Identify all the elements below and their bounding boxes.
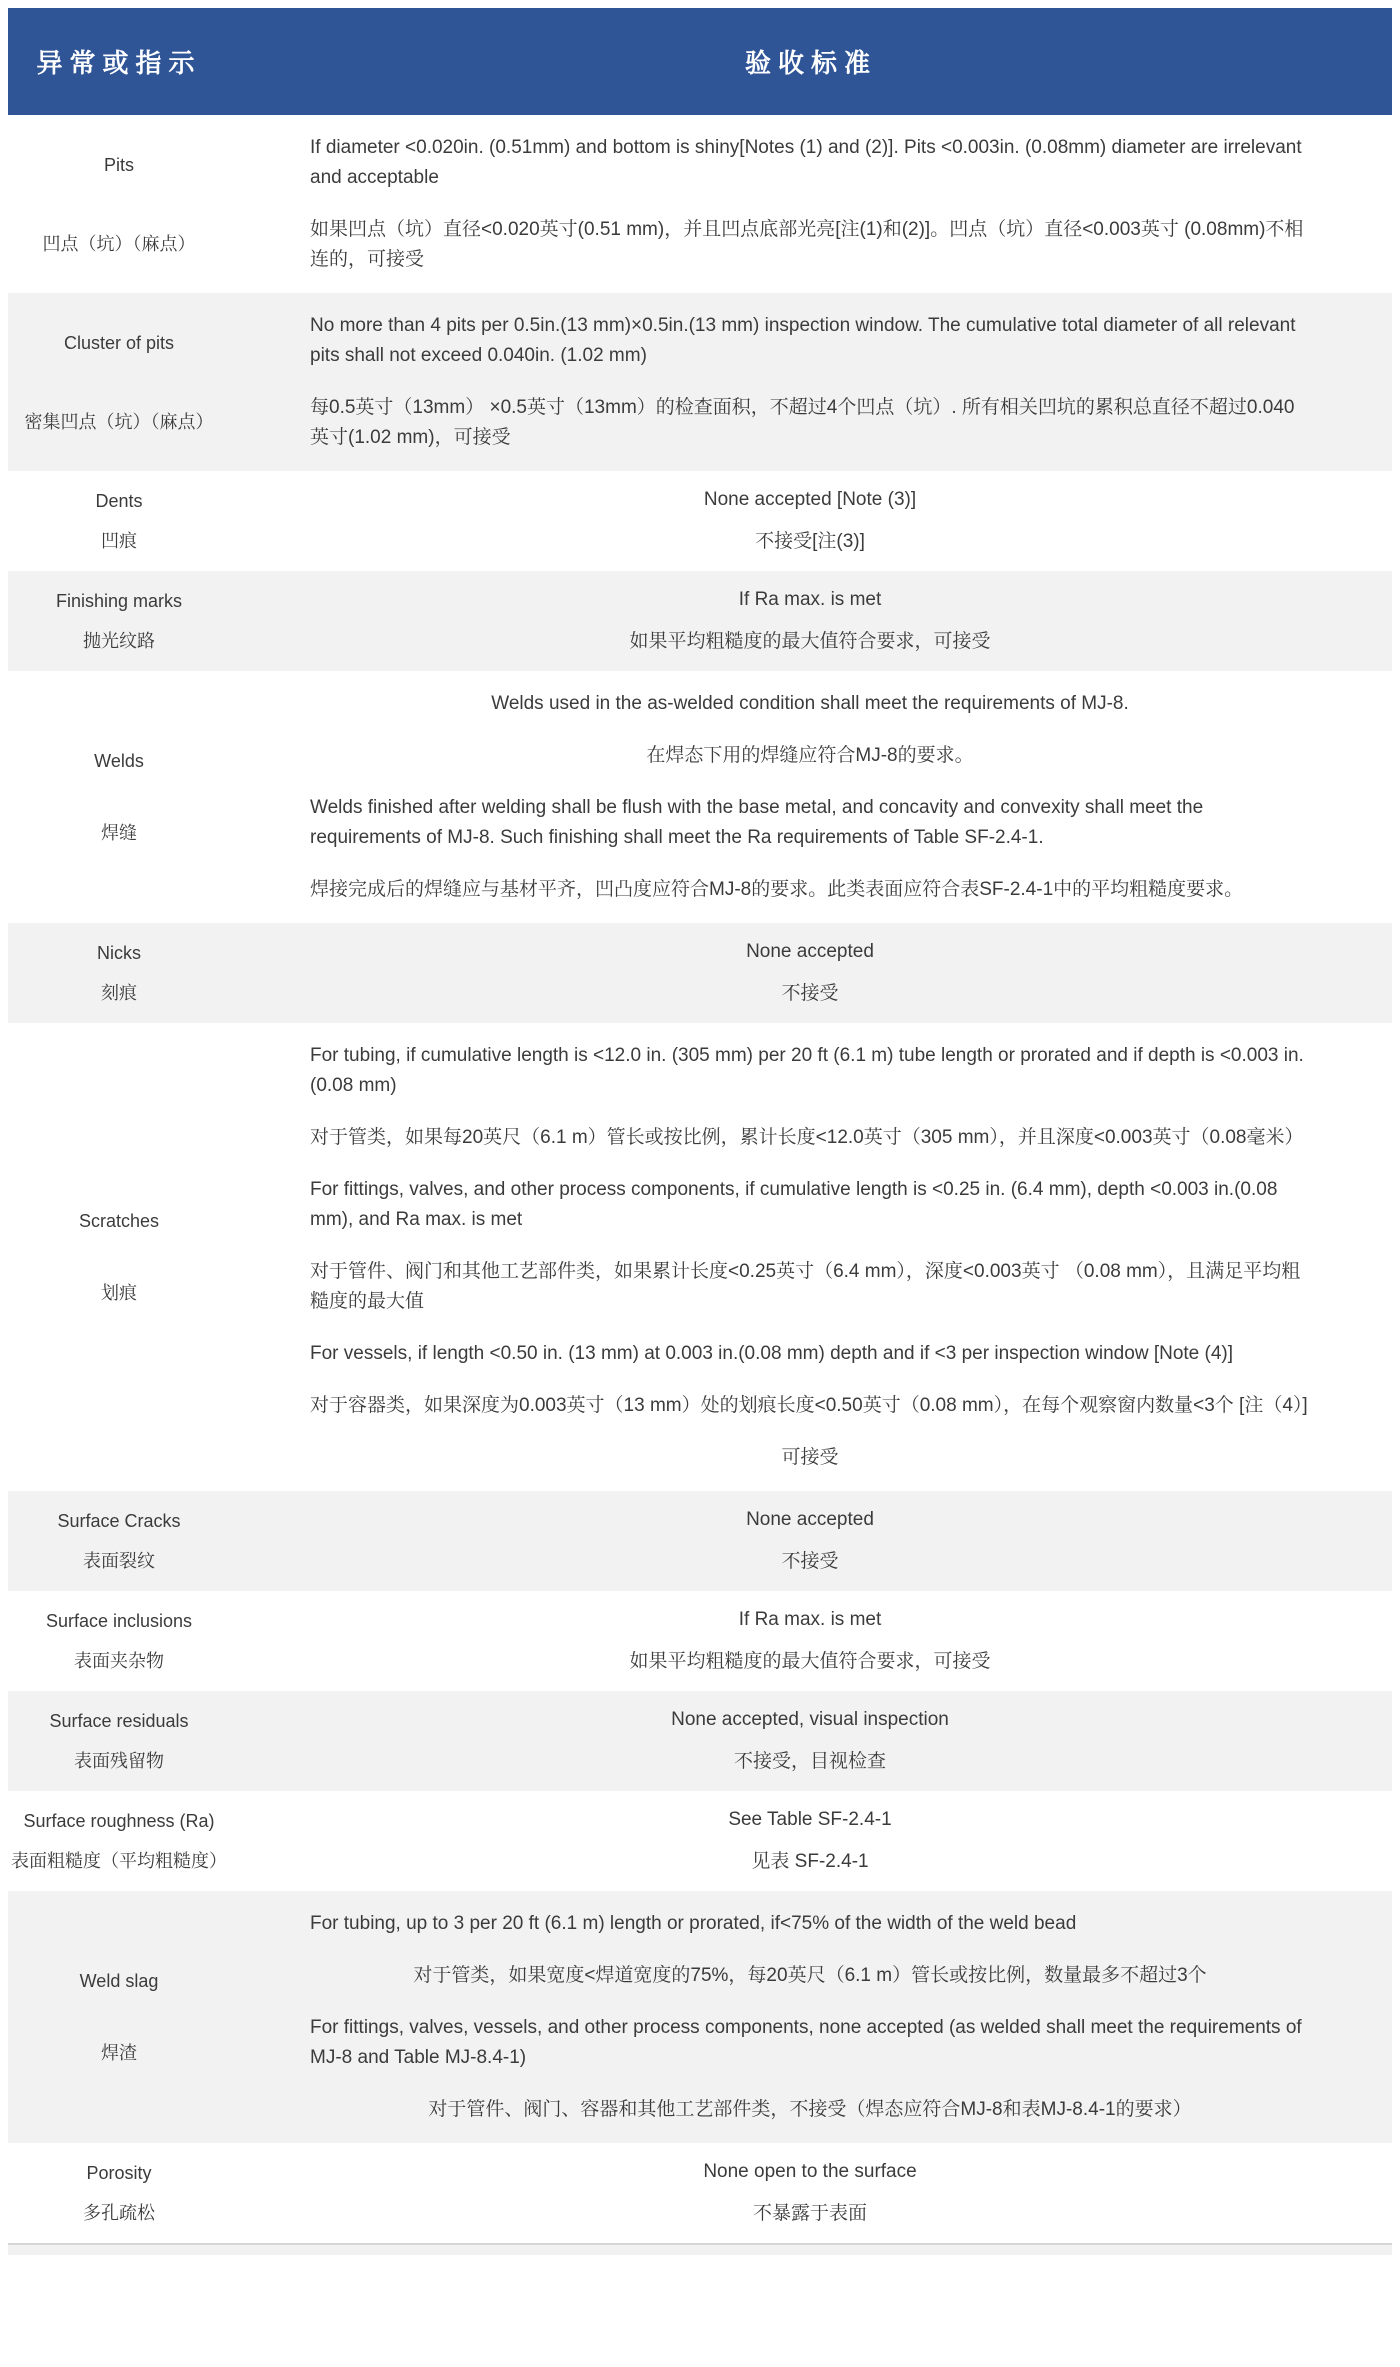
defect-label-cell <box>8 115 230 293</box>
defect-label-cell <box>8 1491 230 1591</box>
criteria-paragraph: No more than 4 pits per 0.5in.(13 mm)×0.5in.(13 mm) inspection window. The cumulative total diameter of all relevant pits shall not exceed 0.040in. (1.02 mm) <box>310 315 1296 366</box>
criteria-paragraph: For vessels, if length <0.50 in. (13 mm) at 0.003 in.(0.08 mm) depth and if <3 per inspection window [Note (4)] <box>310 1343 1234 1364</box>
criteria-paragraph: None accepted [Note (3)] <box>703 489 917 510</box>
defect-label-cell <box>8 1791 230 1891</box>
defect-name-en: Weld slag <box>79 1971 159 1991</box>
criteria-paragraph: 在焊态下用的焊缝应符合MJ-8的要求。 <box>646 745 974 766</box>
defect-name-zh: 刻痕 <box>101 983 137 1003</box>
defect-name-zh: 划痕 <box>101 1283 137 1303</box>
criteria-paragraph: If diameter <0.020in. (0.51mm) and bottom is shiny[Notes (1) and (2)]. Pits <0.003in. (0.08mm) diameter are irrelevant and acceptable <box>310 137 1302 188</box>
criteria-cell <box>230 671 1392 923</box>
criteria-paragraph: None open to the surface <box>703 2161 917 2182</box>
defect-name-zh: 焊缝 <box>101 823 137 843</box>
criteria-paragraph: 不接受，目视检查 <box>733 1751 886 1772</box>
defect-name-en: Welds <box>94 751 144 771</box>
criteria-cell <box>230 1891 1392 2143</box>
table-row-dents <box>8 471 1392 571</box>
criteria-paragraph: 每0.5英寸（13mm） ×0.5英寸（13mm）的检查面积，不超过4个凹点（坑）. 所有相关凹坑的累积总直径不超过0.040英寸(1.02 mm)，可接受 <box>310 397 1295 448</box>
criteria-paragraph: For fittings, valves, vessels, and other process components, none accepted (as welded shall meet the requirements of MJ-8 and Table MJ-8.4-1) <box>310 2017 1302 2068</box>
defect-name-en: Surface inclusions <box>45 1611 193 1631</box>
table-row-surface-roughness <box>8 1791 1392 1891</box>
criteria-cell <box>230 2143 1392 2243</box>
criteria-paragraph: Welds used in the as-welded condition shall meet the requirements of MJ-8. <box>491 693 1129 714</box>
criteria-cell <box>230 1023 1392 1491</box>
table-row-cluster-of-pits <box>8 293 1392 471</box>
criteria-cell <box>230 1491 1392 1591</box>
defect-label-cell <box>8 471 230 571</box>
defect-name-en: Finishing marks <box>55 591 183 611</box>
criteria-paragraph: None accepted <box>746 941 874 962</box>
criteria-paragraph: 对于管件、阀门、容器和其他工艺部件类，不接受（焊态应符合MJ-8和表MJ-8.4-1的要求） <box>428 2099 1192 2120</box>
criteria-paragraph: If Ra max. is met <box>738 1609 882 1630</box>
defect-name-zh: 凹点（坑）（麻点） <box>42 233 196 254</box>
defect-name-en: Nicks <box>97 943 141 963</box>
table-row-surface-cracks <box>8 1491 1392 1591</box>
criteria-cell <box>230 471 1392 571</box>
table-row-surface-residuals <box>8 1691 1392 1791</box>
criteria-paragraph: If Ra max. is met <box>738 589 882 610</box>
table-row-porosity <box>8 2143 1392 2243</box>
defect-name-en: Surface Cracks <box>57 1511 181 1531</box>
criteria-paragraph: 如果平均粗糙度的最大值符合要求，可接受 <box>629 1651 991 1672</box>
defect-name-en: Dents <box>95 491 143 511</box>
defect-label-cell <box>8 923 230 1023</box>
header-criteria-column: 验收标准 <box>744 48 877 78</box>
defect-name-zh: 密集凹点（坑）（麻点） <box>24 411 214 432</box>
header-anomaly-column: 异常或指示 <box>36 48 202 78</box>
criteria-paragraph: 如果平均粗糙度的最大值符合要求，可接受 <box>629 631 991 652</box>
defect-label-cell <box>8 1691 230 1791</box>
defect-label-cell <box>8 293 230 471</box>
defect-name-en: Porosity <box>86 2163 152 2183</box>
criteria-paragraph: For tubing, up to 3 per 20 ft (6.1 m) length or prorated, if<75% of the width of the weld bead <box>310 1913 1077 1934</box>
criteria-cell <box>230 1591 1392 1691</box>
table-row-scratches <box>8 1023 1392 1491</box>
defect-name-zh: 多孔疏松 <box>83 2203 155 2223</box>
criteria-cell <box>230 115 1392 293</box>
criteria-paragraph: 对于容器类，如果深度为0.003英寸（13 mm）处的划痕长度<0.50英寸（0.08 mm），在每个观察窗内数量<3个 [注（4）] <box>310 1395 1308 1416</box>
criteria-cell <box>230 293 1392 471</box>
criteria-paragraph: 对于管件、阀门和其他工艺部件类，如果累计长度<0.25英寸（6.4 mm），深度<0.003英寸 （0.08 mm），且满足平均粗糙度的最大值 <box>310 1261 1301 1312</box>
criteria-paragraph: None accepted, visual inspection <box>671 1709 949 1730</box>
criteria-cell <box>230 1791 1392 1891</box>
criteria-cell <box>230 923 1392 1023</box>
defect-name-en: Scratches <box>78 1211 160 1231</box>
criteria-paragraph: 不暴露于表面 <box>752 2203 867 2224</box>
criteria-paragraph: 见表 SF-2.4-1 <box>751 1851 869 1872</box>
criteria-paragraph: For fittings, valves, and other process components, if cumulative length is <0.25 in. (6.4 mm), depth <0.003 in.(0.08 mm), and Ra max. is met <box>310 1179 1278 1230</box>
criteria-paragraph: For tubing, if cumulative length is <12.0 in. (305 mm) per 20 ft (6.1 m) tube length or prorated and if depth is <0.003 in. (0.08 mm) <box>310 1045 1304 1096</box>
table-row-welds <box>8 671 1392 923</box>
criteria-paragraph: 如果凹点（坑）直径<0.020英寸(0.51 mm)，并且凹点底部光亮[注(1)和(2)]。凹点（坑）直径<0.003英寸 (0.08mm)不相连的，可接受 <box>310 219 1304 270</box>
criteria-paragraph: 不接受 <box>781 1551 839 1572</box>
criteria-paragraph: Welds finished after welding shall be flush with the base metal, and concavity and convexity shall meet the requirements of MJ-8. Such finishing shall meet the Ra requirements of Table SF-2.4-1. <box>310 797 1204 848</box>
defect-name-zh: 抛光纹路 <box>83 631 155 651</box>
table-row-finishing-marks <box>8 571 1392 671</box>
defect-label-cell <box>8 1023 230 1491</box>
criteria-paragraph: 焊接完成后的焊缝应与基材平齐，凹凸度应符合MJ-8的要求。此类表面应符合表SF-2.4-1中的平均粗糙度要求。 <box>310 879 1244 900</box>
table-body <box>8 115 1392 2243</box>
defect-name-zh: 表面残留物 <box>74 1751 164 1771</box>
criteria-paragraph: 不接受[注(3)] <box>755 531 865 552</box>
criteria-cell <box>230 571 1392 671</box>
defect-name-en: Cluster of pits <box>63 332 175 353</box>
defect-label-cell <box>8 1891 230 2143</box>
table-row-weld-slag <box>8 1891 1392 2143</box>
criteria-paragraph: 对于管类，如果宽度<焊道宽度的75%，每20英尺（6.1 m）管长或按比例，数量最多不超过3个 <box>413 1965 1207 1986</box>
defect-name-zh: 凹痕 <box>101 531 137 551</box>
criteria-cell <box>230 1691 1392 1791</box>
defect-label-cell <box>8 571 230 671</box>
defect-name-zh: 表面裂纹 <box>83 1551 155 1571</box>
defect-name-zh: 焊渣 <box>101 2043 137 2063</box>
criteria-paragraph: 可接受 <box>781 1447 839 1468</box>
bottom-divider <box>8 2243 1392 2255</box>
criteria-paragraph: 对于管类，如果每20英尺（6.1 m）管长或按比例，累计长度<12.0英寸（305 mm），并且深度<0.003英寸（0.08毫米） <box>310 1127 1304 1148</box>
defect-label-cell <box>8 1591 230 1691</box>
defect-label-cell <box>8 671 230 923</box>
defect-name-en: Surface roughness (Ra) <box>23 1811 215 1831</box>
table-row-surface-inclusions <box>8 1591 1392 1691</box>
criteria-paragraph: None accepted <box>746 1509 874 1530</box>
defect-name-en: Surface residuals <box>49 1711 189 1731</box>
defect-name-zh: 表面粗糙度（平均粗糙度） <box>11 1851 227 1871</box>
defect-name-en: Pits <box>103 154 134 175</box>
table-header <box>8 8 1392 115</box>
defect-label-cell <box>8 2143 230 2243</box>
defect-name-zh: 表面夹杂物 <box>74 1651 164 1671</box>
criteria-paragraph: 不接受 <box>781 983 839 1004</box>
table-row-nicks <box>8 923 1392 1023</box>
table-row-pits <box>8 115 1392 293</box>
criteria-paragraph: See Table SF-2.4-1 <box>728 1809 892 1830</box>
